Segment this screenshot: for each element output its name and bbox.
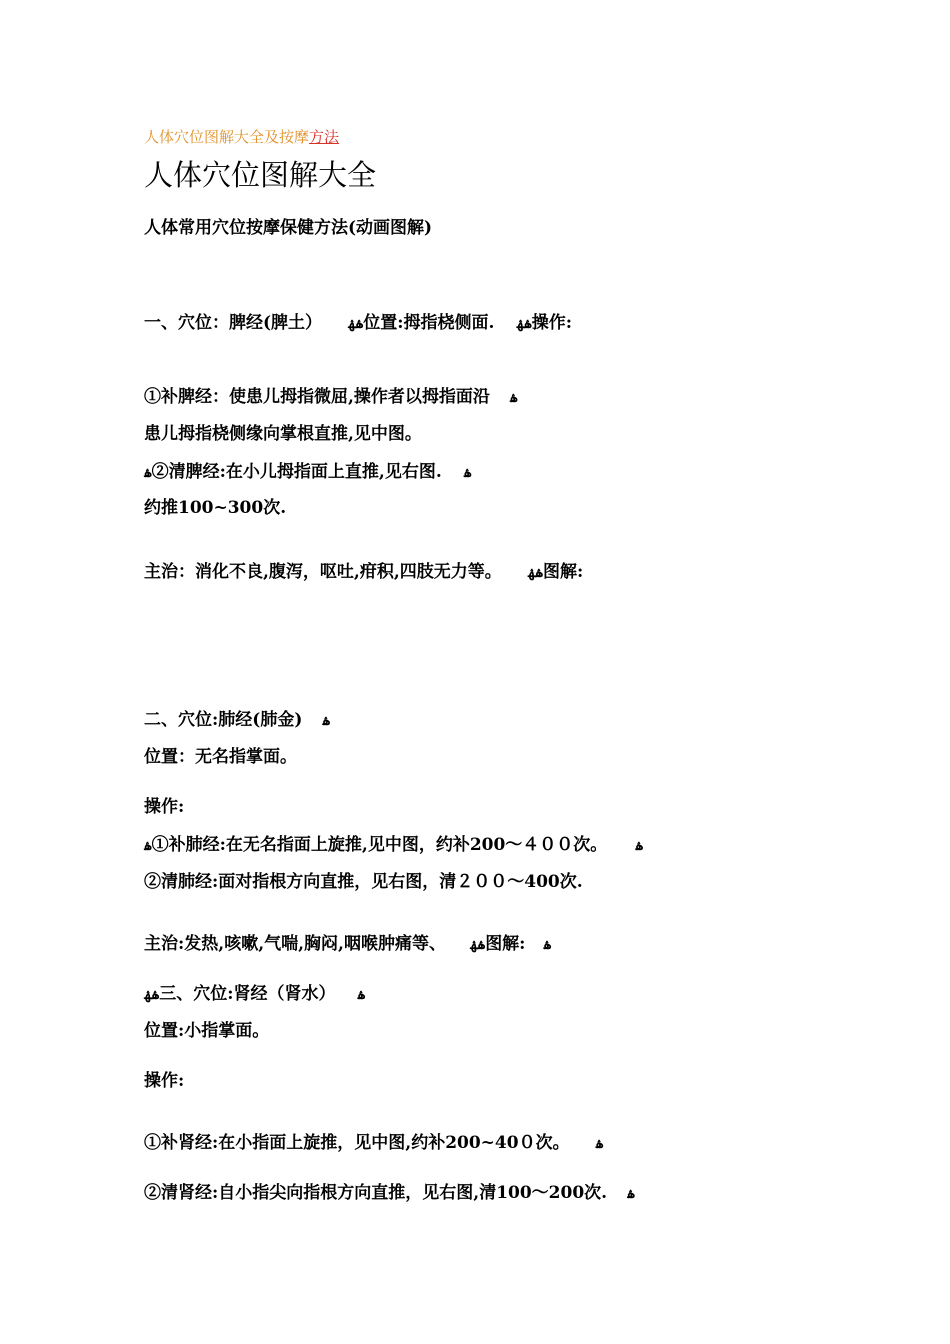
section3-op2: ②清肾经:自小指尖向指根方向直推，见右图,清100～200次. bbox=[144, 1183, 608, 1203]
section1-op2-line bbox=[144, 461, 471, 485]
section1-op1-cont: 患儿拇指桡侧缘向掌根直推,见中图。 bbox=[144, 424, 422, 444]
bullet-mark: ۿ bbox=[595, 1137, 604, 1152]
section3-op1-line bbox=[144, 1132, 603, 1156]
bullet-mark: ۿ bbox=[509, 391, 518, 406]
bullet-mark: ۿ bbox=[144, 839, 152, 854]
section1-op1-line bbox=[144, 386, 518, 410]
page-title: 人体穴位图解大全 bbox=[144, 158, 377, 192]
section2-op1: ①补肺经:在无名指面上旋推,见中图，约补200～４００次。 bbox=[151, 835, 608, 855]
bullet-mark: ۿ bbox=[357, 988, 366, 1003]
section2-position: 位置：无名指掌面。 bbox=[144, 747, 297, 767]
section2-indication-line bbox=[144, 933, 551, 957]
bullet-mark: ۿۿ bbox=[516, 317, 532, 332]
bullet-mark: ۿۿ bbox=[144, 988, 160, 1003]
bullet-mark: ۿۿ bbox=[527, 566, 543, 581]
bullet-mark: ۿ bbox=[144, 466, 152, 481]
section1-op1: ①补脾经：使患儿拇指微屈,操作者以拇指面沿 bbox=[144, 387, 490, 407]
section1-op2: ②清脾经:在小儿拇指面上直推,见右图. bbox=[151, 462, 442, 482]
bullet-mark: ۿ bbox=[627, 1187, 635, 1202]
section2-indication: 主治:发热,咳嗽,气喘,胸闷,咽喉肿痛等、 bbox=[144, 934, 446, 954]
top-link[interactable] bbox=[144, 127, 339, 147]
section3-position: 位置:小指掌面。 bbox=[144, 1021, 270, 1041]
bullet-mark: ۿ bbox=[322, 714, 330, 729]
section1-indication: 主治：消化不良,腹泻，呕吐,疳积,四肢无力等。 bbox=[144, 562, 502, 582]
section1-indication-line bbox=[144, 561, 583, 585]
section2-operation: 操作: bbox=[144, 797, 185, 817]
section2-heading-line bbox=[144, 709, 330, 733]
bullet-mark: ۿۿ bbox=[469, 938, 486, 953]
section3-op1: ①补肾经:在小指面上旋推，见中图,约补200~40０次。 bbox=[144, 1133, 570, 1153]
section1-heading: 一、穴位：脾经(脾土） bbox=[144, 313, 323, 333]
page-subtitle: 人体常用穴位按摩保健方法(动画图解) bbox=[144, 218, 433, 238]
bullet-mark: ۿۿ bbox=[348, 317, 364, 332]
bullet-mark: ۿ bbox=[635, 839, 643, 854]
section1-diagram-label: 图解: bbox=[543, 562, 584, 582]
section1-operation: 操作: bbox=[531, 313, 572, 333]
section2-op2: ②清肺经:面对指根方向直推，见右图，清２００～400次. bbox=[144, 872, 583, 892]
section2-heading: 二、穴位:肺经(肺金) bbox=[144, 710, 303, 730]
section2-op1-line bbox=[144, 834, 643, 858]
section2-diagram-label: 图解: bbox=[485, 934, 526, 954]
section3-operation: 操作: bbox=[144, 1071, 185, 1091]
section3-heading: 三、穴位:肾经（肾水） bbox=[159, 984, 336, 1004]
top-link-text[interactable]: 人体穴位图解大全及按摩 bbox=[144, 128, 310, 146]
section1-position: 位置:拇指桡侧面. bbox=[363, 313, 495, 333]
section3-heading-line bbox=[144, 983, 365, 1007]
section3-op2-line bbox=[144, 1182, 635, 1206]
section1-heading-line bbox=[144, 312, 572, 336]
bullet-mark: ۿ bbox=[543, 938, 552, 953]
section1-op-count: 约推100~300次. bbox=[144, 498, 287, 518]
bullet-mark: ۿ bbox=[463, 466, 472, 481]
top-link-method[interactable]: 方法 bbox=[309, 128, 340, 146]
